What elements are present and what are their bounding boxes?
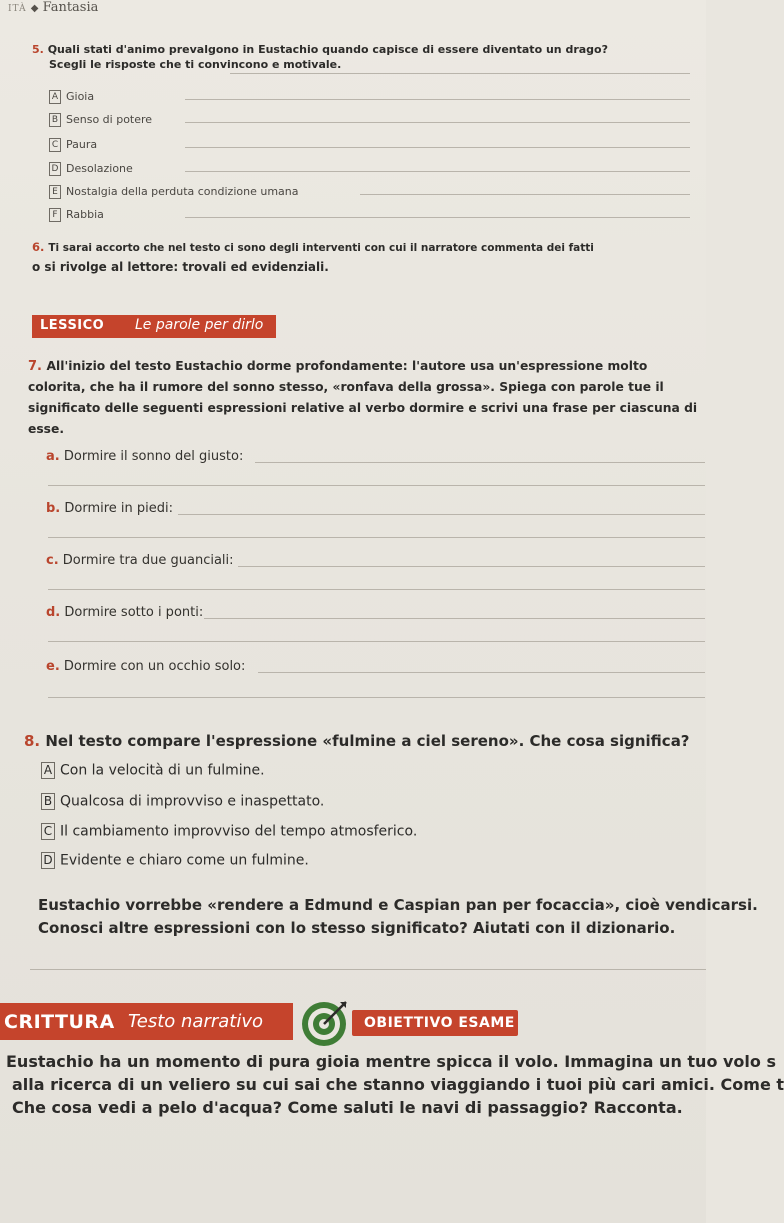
section-subtitle: Le parole per dirlo [135,317,264,333]
answer-line [185,171,690,172]
answer-line[interactable] [48,485,705,486]
answer-line [230,73,690,74]
option-letter: B [49,113,61,127]
option-text: Con la velocità di un fulmine. [60,762,265,779]
exam-badge [352,1010,518,1036]
answer-line[interactable] [48,537,705,538]
section-label: CRITTURA [4,1011,115,1033]
option-text: Qualcosa di improvviso e inaspettato. [60,793,325,810]
option-text: Senso di potere [66,113,153,126]
option-letter: D [49,162,61,176]
option-letter: A [49,90,61,104]
option-b[interactable] [41,793,324,810]
question-number: 7. [28,359,42,374]
option-letter: D [41,852,55,869]
option-c[interactable] [49,138,97,152]
option-text: Gioia [66,90,95,103]
item-b [46,501,173,516]
option-d[interactable] [41,852,309,869]
answer-line[interactable] [204,618,705,619]
question-text: Eustachio vorrebbe «rendere a Edmund e Caspian pan per focaccia», cioè vendicarsi. [38,896,758,914]
answer-line[interactable] [48,641,705,642]
option-letter: C [41,823,55,840]
item-label: e. [46,659,60,674]
section-band-lessico [32,315,276,338]
answer-line[interactable] [178,514,705,515]
option-text: Desolazione [66,162,133,175]
chapter-title: Fantasia [42,0,99,15]
answer-line [360,194,690,195]
question-5 [32,42,608,72]
item-text: Dormire tra due guanciali: [62,553,234,568]
answer-line[interactable] [258,672,705,673]
task-text-line1: Eustachio ha un momento di pura gioia mentre spicca il volo. Immagina un tuo volo s [6,1052,776,1071]
question-7 [28,356,700,440]
item-d [46,605,203,620]
task-text-line3: Che cosa vedi a pelo d'acqua? Come saluti le navi di passaggio? Racconta. [12,1098,683,1117]
writing-task [6,1050,784,1119]
item-label: b. [46,501,61,516]
answer-line[interactable] [48,697,705,698]
question-text: All'inizio del testo Eustachio dorme profondamente: l'autore usa un'espressione molto colorita, che ha il rumore del sonno stesso, «ronfava della grossa». Spiega con parole tue il significato delle seguenti espressioni relative al verbo dormire e scrivi una frase per ciascuna di esse. [28,359,698,436]
question-text: Nel testo compare l'espressione «fulmine a ciel sereno». Che cosa significa? [45,732,690,750]
option-text: Rabbia [66,208,104,221]
option-text: Paura [66,138,98,151]
option-letter: B [41,793,55,810]
option-letter: F [49,208,61,222]
option-letter: C [49,138,61,152]
option-letter: E [49,185,61,199]
option-letter: A [41,762,55,779]
answer-line [185,99,690,100]
question-number: 6. [32,240,45,254]
question-text-line2: Conosci altre espressioni con lo stesso significato? Aiutati con il dizionario. [38,919,676,937]
option-c[interactable] [41,823,417,840]
item-e [46,659,245,674]
item-label: d. [46,605,61,620]
question-text-line2: o si rivolge al lettore: trovali ed evidenziali. [32,260,329,274]
answer-line [185,147,690,148]
option-a[interactable] [49,90,94,104]
item-text: Dormire il sonno del giusto: [63,449,244,464]
question-8 [24,732,690,750]
question-text: Quali stati d'animo prevalgono in Eustachio quando capisce di essere diventato un drago? [47,43,608,56]
page-header [8,0,98,15]
option-text: Nostalgia della perduta condizione umana [66,185,299,198]
option-f[interactable] [49,208,104,222]
option-a[interactable] [41,762,265,779]
answer-line[interactable] [30,969,706,970]
question-text: Ti sarai accorto che nel testo ci sono degli interventi con cui il narratore commenta dei fatti [48,242,594,254]
question-number: 5. [32,43,44,56]
bullet-icon: ◆ [30,3,39,14]
question-6 [32,238,594,277]
option-b[interactable] [49,113,152,127]
item-label: c. [46,553,59,568]
section-label: ITÀ [8,4,27,14]
section-band-scrittura [0,1003,293,1040]
option-d[interactable] [49,162,133,176]
item-label: a. [46,449,60,464]
target-icon [294,996,354,1048]
question-9 [38,894,758,940]
option-text: Evidente e chiaro come un fulmine. [60,852,309,869]
answer-line[interactable] [238,566,705,567]
question-number: 8. [24,732,41,750]
answer-line[interactable] [48,589,705,590]
option-e[interactable] [49,185,298,199]
section-subtitle: Testo narrativo [128,1011,264,1032]
item-c [46,553,234,568]
answer-line [185,217,690,218]
task-text-line2: alla ricerca di un veliero su cui sai che stanno viaggiando i tuoi più cari amici. Come t [12,1075,784,1094]
item-text: Dormire in piedi: [64,501,174,516]
answer-line [185,122,690,123]
section-label: LESSICO [40,318,105,333]
exam-badge-label: OBIETTIVO ESAME [364,1015,515,1031]
option-text: Il cambiamento improvviso del tempo atmosferico. [60,823,418,840]
question-instruction: Scegli le risposte che ti convincono e motivale. [49,58,342,71]
item-text: Dormire con un occhio solo: [63,659,246,674]
item-a [46,449,243,464]
item-text: Dormire sotto i ponti: [64,605,204,620]
answer-line[interactable] [255,462,705,463]
